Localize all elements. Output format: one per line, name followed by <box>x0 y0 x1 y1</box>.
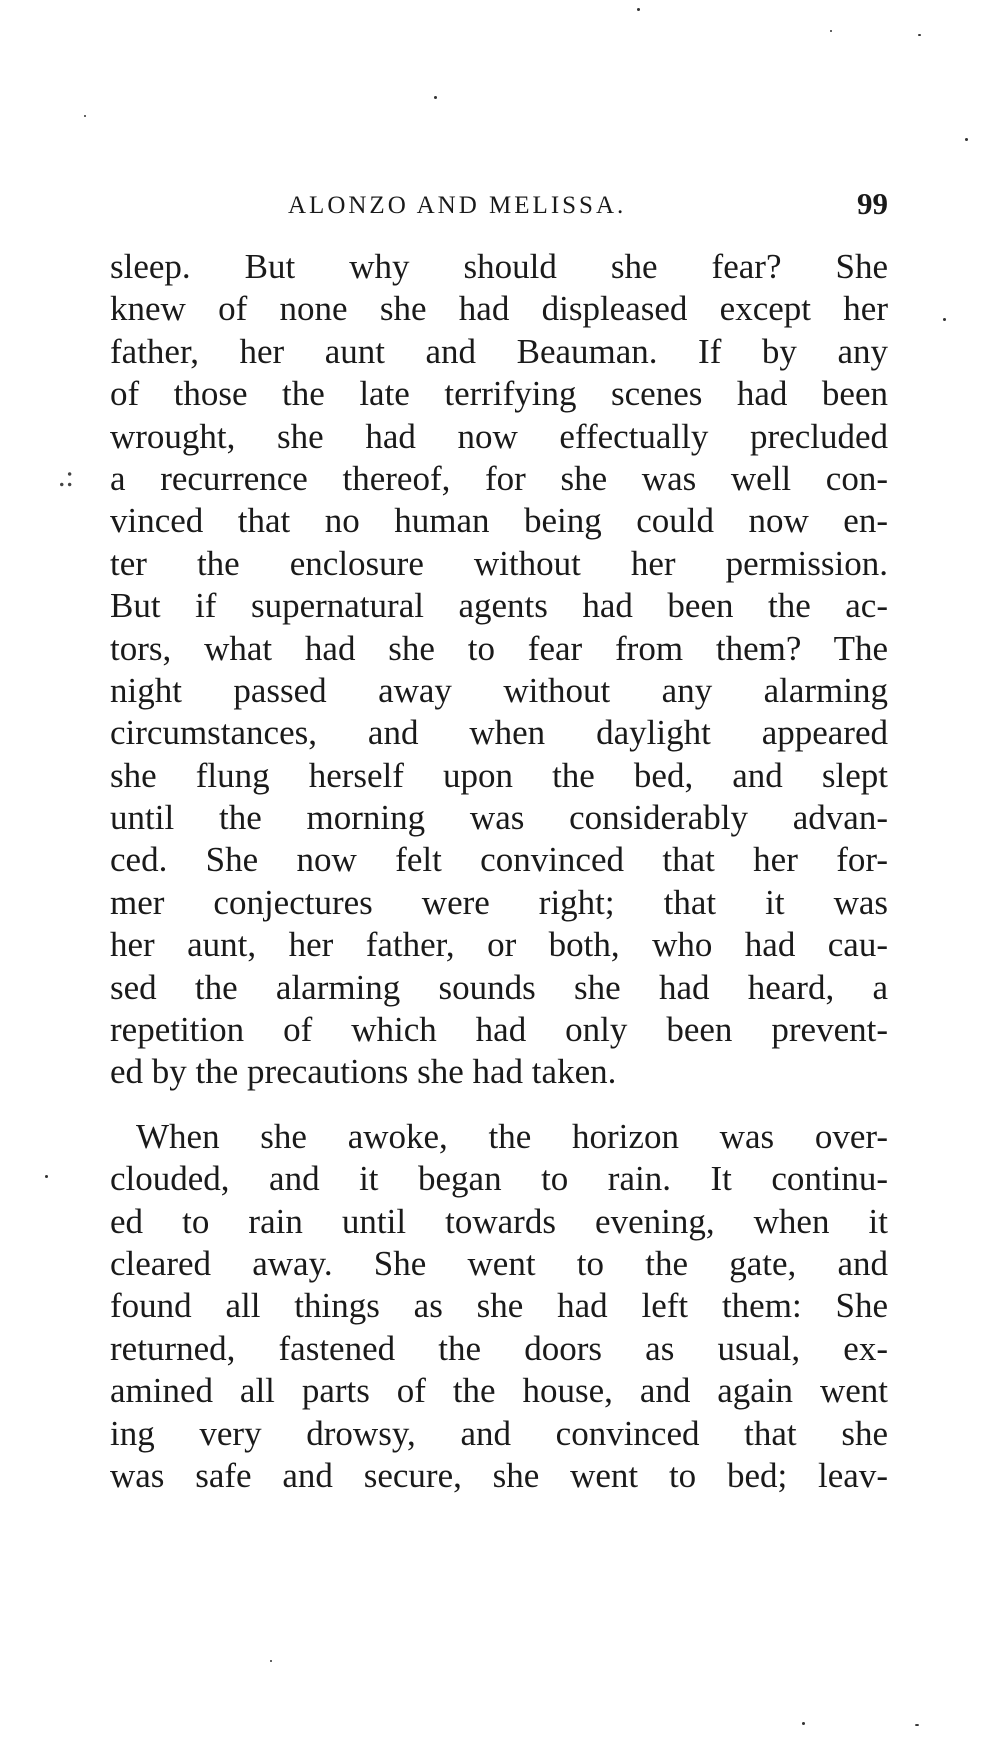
margin-mark: .: <box>58 460 74 493</box>
paper-speck <box>84 115 86 117</box>
text-line: was safe and secure, she went to bed; leav- <box>110 1455 888 1495</box>
text-line: found all things as she had left them: She <box>110 1286 888 1326</box>
text-line: returned, fastened the doors as usual, ex- <box>110 1328 888 1368</box>
text-line: of those the late terrifying scenes had been <box>110 374 888 414</box>
text-line: ced. She now felt convinced that her for- <box>110 840 888 880</box>
text-line: ed by the precautions she had taken. <box>110 1052 617 1092</box>
paper-speck <box>45 1175 48 1178</box>
text-line: But if supernatural agents had been the ac- <box>110 586 888 626</box>
text-line: knew of none she had displeased except her <box>110 289 888 329</box>
paragraph-2 <box>110 1116 888 1498</box>
text-line: her aunt, her father, or both, who had cau- <box>110 925 888 965</box>
text-line: sleep. But why should she fear? She <box>110 247 888 286</box>
text-line: amined all parts of the house, and again went <box>110 1371 888 1411</box>
body-text <box>110 246 888 1497</box>
text-line: tors, what had she to fear from them? The <box>110 628 888 668</box>
paper-speck <box>915 1724 919 1726</box>
paper-speck <box>637 8 640 11</box>
paper-speck <box>802 1722 805 1725</box>
text-line: cleared away. She went to the gate, and <box>110 1243 888 1283</box>
text-line: a recurrence thereof, for she was well con- <box>110 458 888 498</box>
text-line: until the morning was considerably advan- <box>110 798 888 838</box>
text-line: ed to rain until towards evening, when it <box>110 1201 888 1241</box>
text-line: she flung herself upon the bed, and slept <box>110 755 888 795</box>
text-line: father, her aunt and Beauman. If by any <box>110 331 888 371</box>
text-line: mer conjectures were right; that it was <box>110 882 888 922</box>
text-line: sed the alarming sounds she had heard, a <box>110 967 888 1007</box>
paper-speck <box>270 1660 272 1662</box>
text-line: ter the enclosure without her permission. <box>110 543 888 583</box>
page-number: 99 <box>857 186 888 221</box>
text-line: clouded, and it began to rain. It continu- <box>110 1159 888 1199</box>
running-head <box>112 186 888 230</box>
paragraph-gap <box>110 1094 888 1116</box>
paper-speck <box>965 138 968 141</box>
text-line: vinced that no human being could now en- <box>110 501 888 541</box>
paper-speck <box>918 34 921 36</box>
text-line: repetition of which had only been prevent- <box>110 1010 888 1050</box>
paper-speck <box>434 96 437 99</box>
paper-speck <box>943 318 946 321</box>
text-line: ing very drowsy, and convinced that she <box>110 1413 888 1453</box>
running-title: ALONZO AND MELISSA. <box>288 192 627 219</box>
text-line: When she awoke, the horizon was over- <box>136 1116 888 1156</box>
paper-speck <box>830 30 832 32</box>
text-line: circumstances, and when daylight appeared <box>110 713 888 753</box>
text-line: wrought, she had now effectually precluded <box>110 416 888 456</box>
paragraph-1 <box>110 246 888 1094</box>
text-line: night passed away without any alarming <box>110 670 888 710</box>
